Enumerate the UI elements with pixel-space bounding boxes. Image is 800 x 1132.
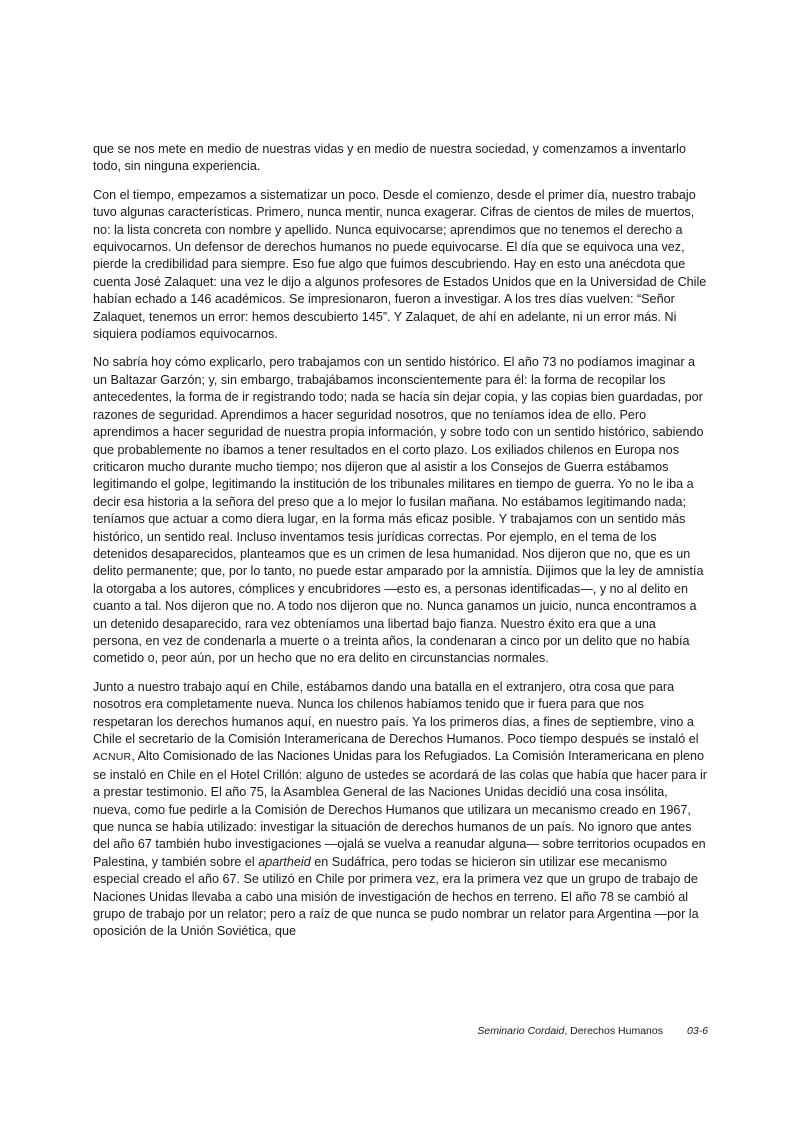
- paragraph-2: Con el tiempo, empezamos a sistematizar un poco. Desde el comienzo, desde el primer día, nuestro trabajo tuvo algunas características. Primero, nunca mentir, nunca exagerar. Cifras de cientos de miles de muertos, no: la lista concreta con nombre y apellido. Nunca equivocarse; aprendimos que no tenemos el derecho a equivocarnos. Un defensor de derechos humanos no puede equivocarse. El día que se equivoca una vez, pierde la credibilidad para siempre. Eso fue algo que fuimos descubriendo. Hay en esto una anécdota que cuenta José Zalaquet: una vez le dijo a algunos profesores de Estados Unidos que en la Universidad de Chile habían echado a 146 académicos. Se impresionaron, fueron a investigar. A los tres días vuelven: “Señor Zalaquet, tenemos un error: hemos descubierto 145”. Y Zalaquet, de ahí en adelante, ni un error más. Ni siquiera podíamos equivocarnos.: [93, 187, 707, 342]
- page-number: 03-6: [686, 1025, 708, 1037]
- paragraph-3: No sabría hoy cómo explicarlo, pero trabajamos con un sentido histórico. El año 73 no podíamos imaginar a un Baltazar Garzón; y, sin embargo, trabajábamos inconscientemente para él: la forma de recopilar los antecedentes, la forma de ir registrando todo; nada se hacía sin dejar copia, y las copias bien guardadas, por razones de seguridad. Aprendimos a hacer seguridad nosotros, que no teníamos idea de ello. Pero aprendimos a hacer seguridad de nuestra propia información, y sobre todo con un sentido histórico, sabiendo que probablemente no íbamos a tener resultados en el corto plazo. Los exiliados chilenos en Europa nos criticaron mucho durante mucho tiempo; nos dijeron que al asistir a los Consejos de Guerra estábamos legitimando el golpe, legitimando la institución de los tribunales militares en tiempo de guerra. Yo no le iba a decir esa historia a la señora del preso que a lo mejor lo fusilan mañana. No estábamos legitimando nada; teníamos que actuar a como diera lugar, en la forma más eficaz posible. Y trabajamos con un sentido más histórico, un sentido real. Incluso inventamos tesis jurídicas correctas. Por ejemplo, en el tema de los detenidos desaparecidos, planteamos que es un crimen de lesa humanidad. Nos dijeron que no, que es un delito permanente; que, por lo tanto, no puede estar amparado por la amnistía. Dijimos que la ley de amnistía la otorgaba a los autores, cómplices y encubridores —esto es, a personas identificadas—, y no al delito en cuanto a tal. Nos dijeron que no. A todo nos dijeron que no. Nunca ganamos un juicio, nunca encontramos a un detenido desaparecido, rara vez obteníamos una libertad bajo fianza. Nuestro éxito era que a una persona, en vez de condenarla a muerte o a treinta años, la condenaran a cinco por un delito que no había cometido o, peor aún, por un hecho que no era delito en circunstancias normales.: [93, 355, 704, 666]
- paragraph-4-part-a: Junto a nuestro trabajo aquí en Chile, estábamos dando una batalla en el extranjero, otra cosa que para nosotros era completamente nueva. Nunca los chilenos habíamos tenido que ir fuera para que nos respetaran los derechos humanos aquí, en nuestro país. Ya los primeros días, a fines de septiembre, vino a Chile el secretario de la Comisión Interamericana de Derechos Humanos. Poco tiempo después se instaló el: [93, 679, 699, 746]
- page-footer: [477, 1025, 708, 1037]
- body-text: [93, 141, 707, 952]
- emphasis-apartheid: apartheid: [258, 854, 311, 869]
- paragraph-4: [93, 679, 707, 941]
- paragraph-1: que se nos mete en medio de nuestras vidas y en medio de nuestra sociedad, y comenzamos a inventarlo todo, sin ninguna experiencia.: [93, 142, 686, 174]
- acronym-acnur: ACNUR: [93, 751, 132, 764]
- paragraph-4-part-c: en Sudáfrica, pero todas se hicieron sin utilizar ese mecanismo especial creado el año 67. Se utilizó en Chile por primera vez, era la primera vez que un grupo de trabajo de Naciones Unidas llevaba a cabo una misión de investigación de hechos en terreno. El año 78 se cambió al grupo de trabajo por un relator; pero a raíz de que nunca se pudo nombrar un relator para Argentina —por la oposición de la Unión Soviética, que: [93, 854, 699, 939]
- footer-subtitle: , Derechos Humanos: [564, 1025, 663, 1037]
- paragraph-4-part-b: , Alto Comisionado de las Naciones Unidas para los Refugiados. La Comisión Interamericana en pleno se instaló en Chile en el Hotel Crillón: alguno de ustedes se acordará de las colas que había que hacer para ir a prestar testimonio. El año 75, la Asamblea General de las Naciones Unidas decidió una cosa insólita, nueva, como fue pedirle a la Comisión de Derechos Humanos que utilizara un mecanismo creado en 1967, que nunca se había utilizado: investigar la situación de derechos humanos de un país. No ignoro que antes del año 67 también hubo investigaciones —ojalá se vuelva a reanudar alguna— sobre territorios ocupados en Palestina, y también sobre el: [93, 749, 707, 869]
- footer-publication: Seminario Cordaid: [477, 1025, 565, 1037]
